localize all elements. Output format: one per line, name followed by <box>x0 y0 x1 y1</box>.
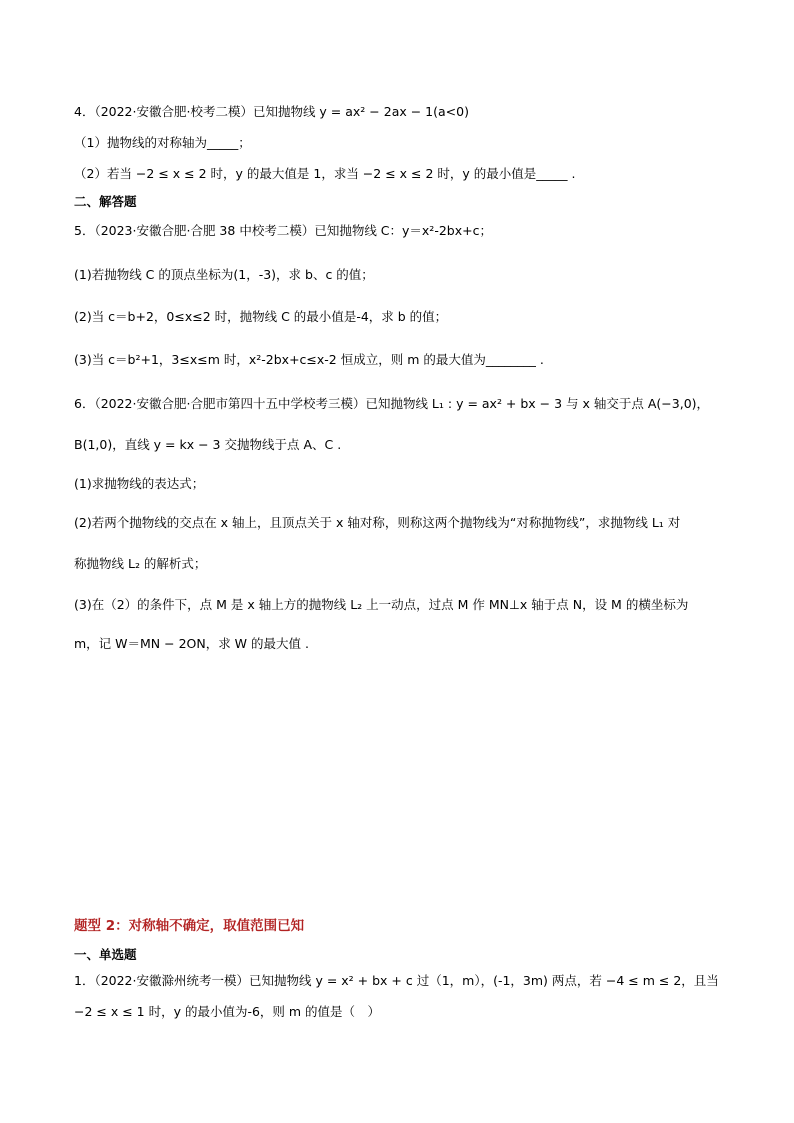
q6-part1: (1)求抛物线的表达式； <box>74 476 205 491</box>
q5-stem: 5．（2023·安徽合肥·合肥 38 中校考二模）已知抛物线 C：y＝x²-2bx+c； <box>74 223 492 238</box>
q4-stem: 4．（2022·安徽合肥·校考二模）已知抛物线 y = ax² − 2ax − 1(a<0) <box>74 104 469 119</box>
section-heading-answer: 二、解答题 <box>74 194 137 209</box>
section-heading-single-choice: 一、单选题 <box>74 947 137 962</box>
type2-title: 题型 2：对称轴不确定，取值范围已知 <box>74 918 305 934</box>
q4-part2: （2）若当 −2 ≤ x ≤ 2 时，y 的最大值是 1，求当 −2 ≤ x ≤ 2 时，y 的最小值是_____ . <box>74 166 576 181</box>
q6-part2: (2)若两个抛物线的交点在 x 轴上，且顶点关于 x 轴对称，则称这两个抛物线为“对称抛物线”，求抛物线 L₁ 对 <box>74 515 681 530</box>
q6-part2-cont: 称抛物线 L₂ 的解析式； <box>74 556 207 571</box>
q1-stem: 1．（2022·安徽滁州统考一模）已知抛物线 y = x² + bx + c 过（1，m），(-1，3m) 两点，若 −4 ≤ m ≤ 2，且当 <box>74 973 719 988</box>
q5-part3: (3)当 c＝b²+1，3≤x≤m 时，x²-2bx+c≤x-2 恒成立，则 m 的最大值为________ . <box>74 352 544 367</box>
q6-stem-cont: B(1,0)，直线 y = kx − 3 交抛物线于点 A、C . <box>74 437 342 452</box>
q6-part3: (3)在（2）的条件下，点 M 是 x 轴上方的抛物线 L₂ 上一动点，过点 M 作 MN⊥x 轴于点 N，设 M 的横坐标为 <box>74 597 689 612</box>
q5-part1: (1)若抛物线 C 的顶点坐标为(1，-3)，求 b、c 的值； <box>74 267 374 282</box>
q6-stem: 6．（2022·安徽合肥·合肥市第四十五中学校考三模）已知抛物线 L₁ : y = ax² + bx − 3 与 x 轴交于点 A(−3,0)， <box>74 396 710 411</box>
q6-part3-cont: m，记 W＝MN − 2ON，求 W 的最大值 . <box>74 636 309 651</box>
q4-part1: （1）抛物线的对称轴为_____； <box>74 135 251 150</box>
q1-stem-cont: −2 ≤ x ≤ 1 时，y 的最小值为-6，则 m 的值是（ ） <box>74 1004 381 1019</box>
q5-part2: (2)当 c＝b+2，0≤x≤2 时，抛物线 C 的最小值是-4，求 b 的值； <box>74 309 448 324</box>
